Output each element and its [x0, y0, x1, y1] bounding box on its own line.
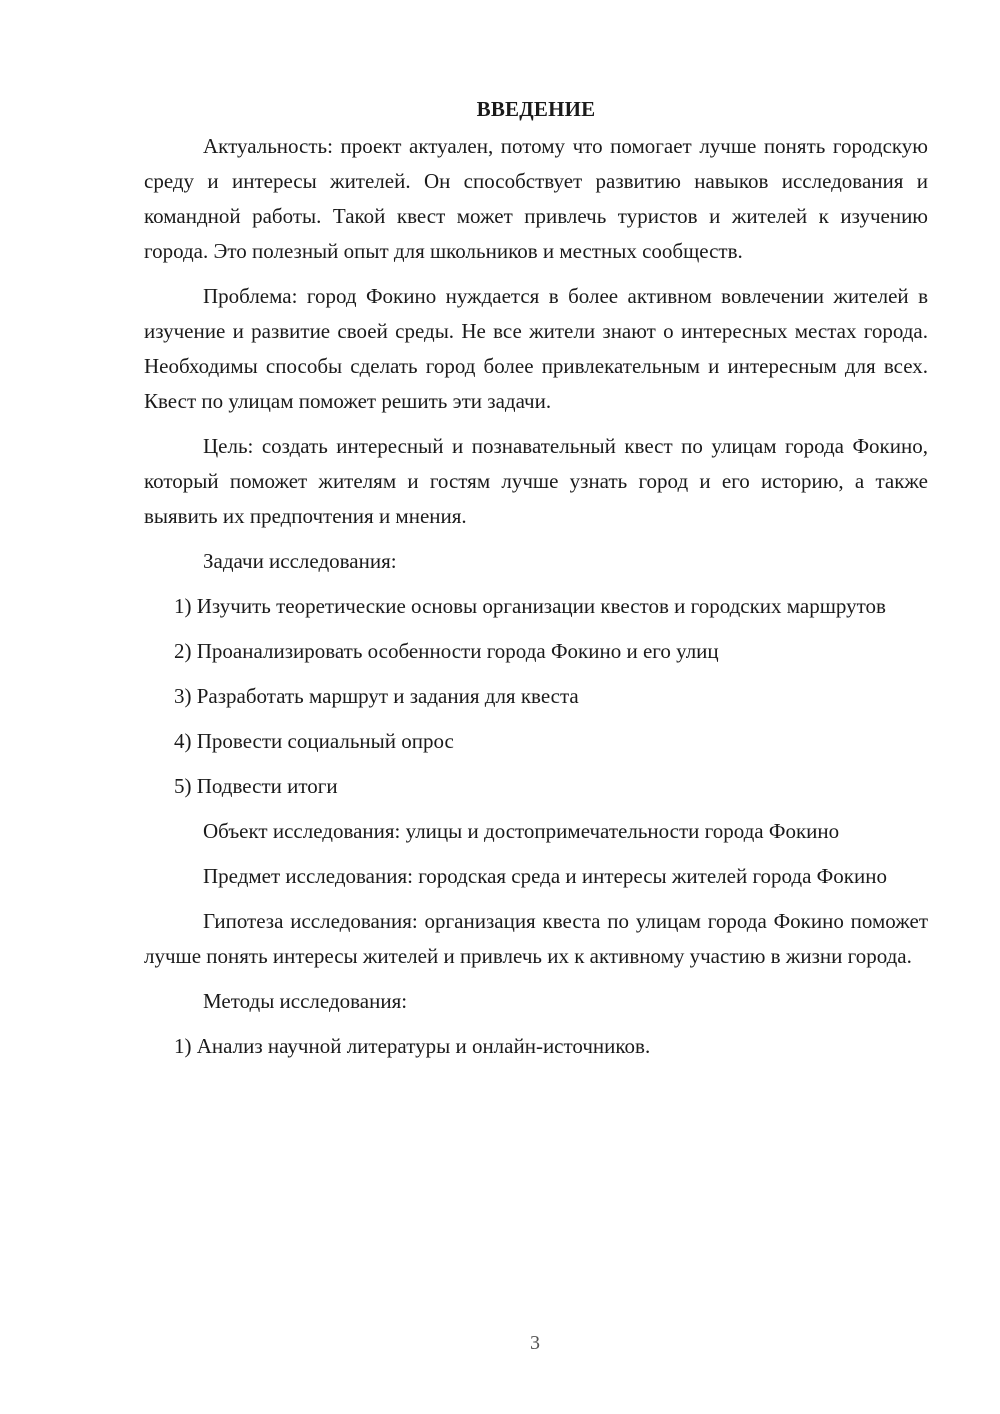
hypothesis-paragraph: Гипотеза исследования: организация квеста по улицам города Фокино поможет лучше понять интересы жителей и привлечь их к активному участию в жизни города.: [144, 909, 928, 968]
task-item-5: 5) Подвести итоги: [174, 774, 338, 798]
section-heading: ВВЕДЕНИЕ: [476, 97, 596, 121]
object-paragraph: Объект исследования: улицы и достопримечательности города Фокино: [203, 819, 840, 843]
task-item-4: 4) Провести социальный опрос: [174, 729, 454, 753]
relevance-paragraph: Актуальность: проект актуален, потому что помогает лучше понять городскую среду и интересы жителей. Он способствует развитию навыков исследования и командной работы. Такой квест может привлечь туристов и жителей к изучению города. Это полезный опыт для школьников и местных сообществ.: [144, 134, 928, 263]
methods-title: Методы исследования:: [203, 989, 408, 1013]
problem-paragraph: Проблема: город Фокино нуждается в более активном вовлечении жителей в изучение и развитие своей среды. Не все жители знают о интересных местах города. Необходимы способы сделать город более привлекательным и интересным для всех. Квест по улицам поможет решить эти задачи.: [144, 284, 928, 413]
goal-paragraph: Цель: создать интересный и познавательный квест по улицам города Фокино, который поможет жителям и гостям лучше узнать город и его историю, а также выявить их предпочтения и мнения.: [144, 434, 928, 528]
task-item-3: 3) Разработать маршрут и задания для квеста: [174, 684, 579, 708]
task-item-2: 2) Проанализировать особенности города Фокино и его улиц: [174, 639, 719, 663]
subject-paragraph: Предмет исследования: городская среда и интересы жителей города Фокино: [203, 864, 887, 888]
page-number: 3: [530, 1332, 540, 1354]
tasks-title: Задачи исследования:: [203, 549, 397, 573]
page-content: [144, 92, 928, 1074]
task-item-1: 1) Изучить теоретические основы организации квестов и городских маршрутов: [174, 594, 886, 618]
method-item-1: 1) Анализ научной литературы и онлайн-источников.: [174, 1034, 651, 1058]
